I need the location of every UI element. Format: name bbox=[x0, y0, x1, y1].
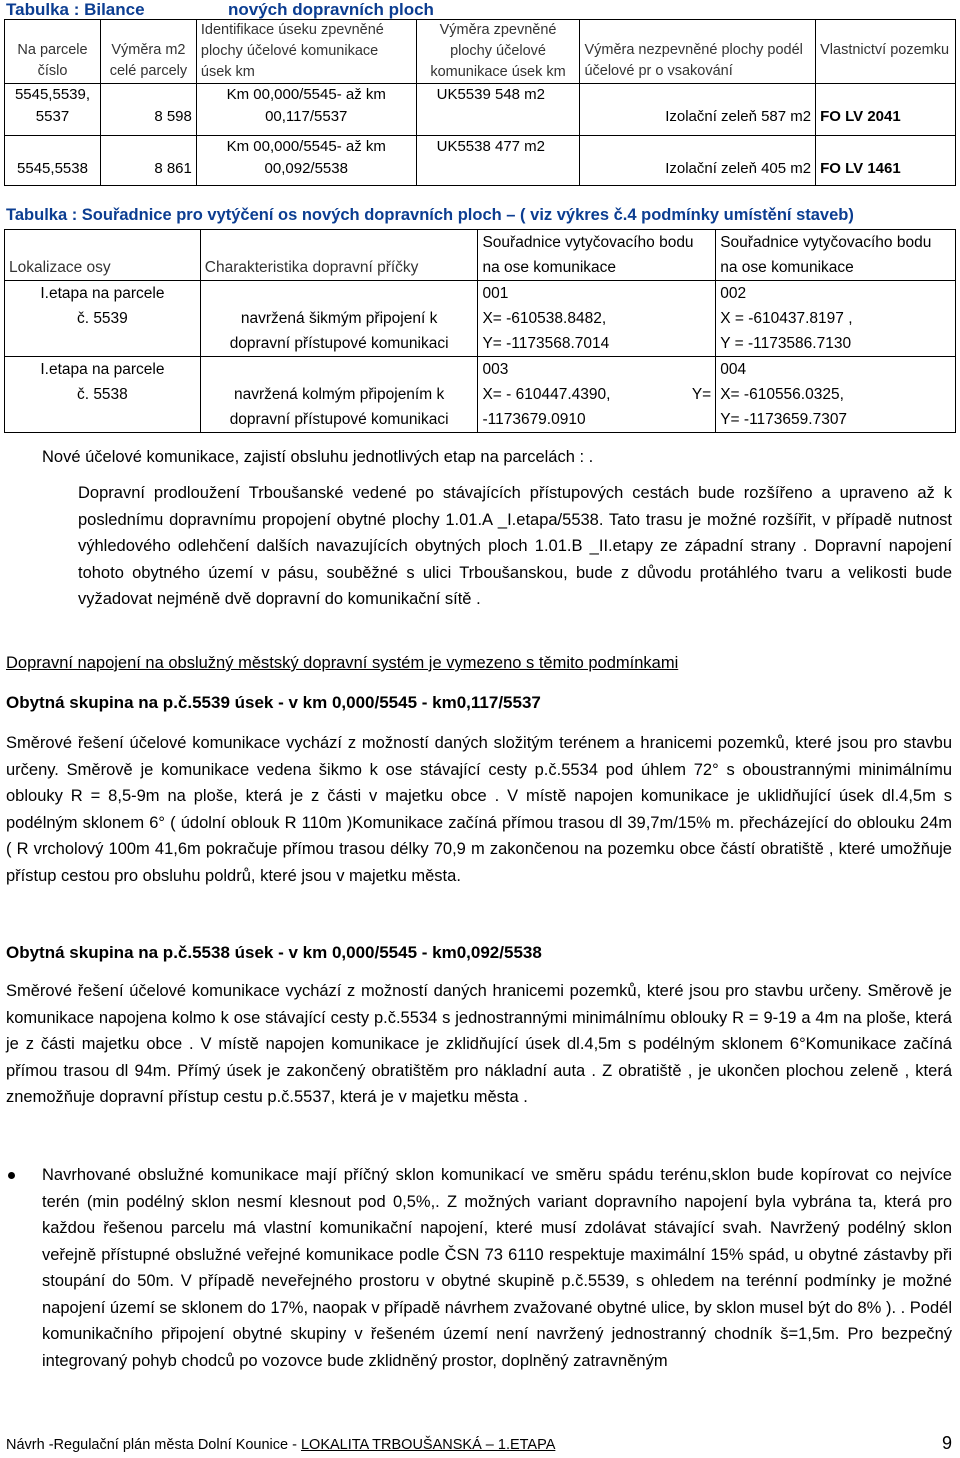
parcel-cell: 5545,5538 bbox=[5, 136, 101, 186]
col-header-area: Výměra m2 celé parcely bbox=[100, 20, 196, 84]
point2-cell: 002 X = -610437.8197 , Y = -1173586.7130 bbox=[716, 281, 956, 357]
area-cell: 8 861 bbox=[100, 136, 196, 186]
page-number: 9 bbox=[941, 1433, 952, 1453]
col-header-point1: Souřadnice vytyčovacího bodu na ose komunikace bbox=[478, 230, 716, 281]
paragraph-5539: Směrové řešení účelové komunikace vychází z možností daných složitým terénem a hranicemi pozemků, které jsou pro stavbu určeny. Směrově je komunikace vedena šikmo k ose stávající cesty p.č.5534 pod úhlem 72° s oboustrannými minimálnímu oblouky R = 8,5-9m na ploše, která je z části v majetku obce . V místě napojen komunikace je uklidňující úsek dl.4,5m s podélným sklonem 6° ( údolní oblouk R 110m )Komunikace začíná přímou trasou dl 39,7m/15% m. přecházející do oblouku 24m ( R vrcholový 100m 41,6m pokračuje přímou trasou délky 70,9 m zakončenou na pozemku obce částí obratiště , které umožňuje přístup cestou pro obsluhu poldrů, které jsou v majetku města. bbox=[6, 734, 952, 885]
point2-cell: 004 X= -610556.0325, Y= -1173659.7307 bbox=[716, 357, 956, 433]
col-header-point2: Souřadnice vytyčovacího bodu na ose komunikace bbox=[716, 230, 956, 281]
point1-cell: 001 X= -610538.8482, Y= -1173568.7014 bbox=[478, 281, 716, 357]
unpaved-cell: Izolační zeleň 587 m2 bbox=[580, 84, 816, 136]
segment-cell: Km 00,000/5545- až km 00,117/5537 bbox=[196, 84, 416, 136]
point1-cell: 003 X= - 610447.4390, Y= -1173679.0910 bbox=[478, 357, 716, 433]
location-cell: I.etapa na parcele č. 5538 bbox=[5, 357, 201, 433]
characteristic-cell: navržená šikmým připojení k dopravní přístupové komunikaci bbox=[200, 281, 478, 357]
table-header-row bbox=[5, 20, 956, 84]
bullet-text: Navrhované obslužné komunikace mají příčný sklon komunikací ve směru spádu terénu,sklon bude kopírovat co nejvíce terén (min podélný sklon nesmí klesnout pod 0,5%,. Z možných variant dopravního napojení byla vybrána ta, která pro každou řešenou parcelu má vlastní komunikační napojení, které musí zdolávat stávající svah. Navržený podélný sklon veřejně přístupné obslužné veřejné komunikace podle ČSN 73 6110 respektuje maximální 15% spád, u obytné zástavby při stoupání do 50m. V případě neveřejného prostoru v obytné skupině p.č.5539, s ohledem na terénní podmínky je možné napojení území se sklonem do 17%, naopak v případě návrhem zvažované obytné ulice, by sklon musel být do 8% ). . Podél komunikačního připojení obytné skupiny v řešeném území není navržený jednostranný chodník š=1,5m. Pro bezpečný integrovaný pohyb chodců po vozovce bude zklidněný prostor, doplněný zatravněným bbox=[42, 1166, 952, 1370]
footer-left: Návrh -Regulační plán města Dolní Kounice - bbox=[6, 1437, 297, 1453]
ownership-cell: FO LV 1461 bbox=[816, 136, 956, 186]
col-header-characteristic: Charakteristika dopravní příčky bbox=[200, 230, 478, 281]
table-header-row bbox=[5, 230, 956, 281]
section-heading-5539: Obytná skupina na p.č.5539 úsek - v km 0,000/5545 - km0,117/5537 bbox=[6, 693, 541, 712]
col-header-unpaved: Výměra nezpevněné plochy podél účelové pr o vsakování bbox=[580, 20, 816, 84]
col-header-paved: Výměra zpevněné plochy účelové komunikace úsek km bbox=[416, 20, 580, 84]
unpaved-cell: Izolační zeleň 405 m2 bbox=[580, 136, 816, 186]
footer-locality: LOKALITA TRBOUŠANSKÁ – 1.ETAPA bbox=[300, 1437, 556, 1453]
section-heading-5538: Obytná skupina na p.č.5538 úsek - v km 0,000/5545 - km0,092/5538 bbox=[6, 943, 542, 962]
col-header-parcel: Na parcele číslo bbox=[5, 20, 101, 84]
bullet-icon bbox=[8, 1172, 15, 1179]
table-row bbox=[5, 357, 956, 433]
paved-cell: UK5538 477 m2 bbox=[416, 136, 580, 186]
paragraph-extension: Dopravní prodloužení Trboušanské vedené po stávajících přístupových cestách bude rozšířeno a upraveno až k poslednímu dopravnímu propojení obytné plochy 1.01.A _I.etapa/5538. Tato trasu je možné rozšířit, v případě nutnost výhledového odlehčení dalších navazujících obytných ploch 1.01.B _II.etapy ze západní strany . Dopravní napojení tohoto obytného území v pásu, souběžné s ulici Trboušanskou, bude z důvodu protáhlého tvaru a velikosti bude vyžadovat nejméně dvě dopravní do komunikační sítě . bbox=[78, 484, 952, 608]
balance-table bbox=[4, 19, 956, 186]
parcel-cell: 5545,5539, 5537 bbox=[5, 84, 101, 136]
table1-subtitle: nových dopravních ploch bbox=[228, 0, 434, 19]
underlined-heading: Dopravní napojení na obslužný městský dopravní systém je vymezeno s těmito podmínkami bbox=[6, 654, 679, 672]
table2-title: Tabulka : Souřadnice pro vytýčení os nových dopravních ploch – ( viz výkres č.4 podmínky umístění staveb) bbox=[6, 206, 854, 224]
col-header-segment: Identifikace úseku zpevněné plochy účelové komunikace úsek km bbox=[196, 20, 416, 84]
location-cell: I.etapa na parcele č. 5539 bbox=[5, 281, 201, 357]
paved-cell: UK5539 548 m2 bbox=[416, 84, 580, 136]
table-row bbox=[5, 136, 956, 186]
segment-cell: Km 00,000/5545- až km 00,092/5538 bbox=[196, 136, 416, 186]
table-row bbox=[5, 84, 956, 136]
bullet-list bbox=[42, 1162, 952, 1374]
ownership-cell: FO LV 2041 bbox=[816, 84, 956, 136]
footer bbox=[6, 1437, 555, 1453]
table-row bbox=[5, 281, 956, 357]
coordinates-table bbox=[4, 229, 956, 433]
area-cell: 8 598 bbox=[100, 84, 196, 136]
characteristic-cell: navržená kolmým připojením k dopravní přístupové komunikaci bbox=[200, 357, 478, 433]
list-item bbox=[42, 1162, 952, 1374]
col-header-location: Lokalizace osy bbox=[5, 230, 201, 281]
paragraph-5538: Směrové řešení účelové komunikace vychází z možností daných hranicemi pozemků, které jsou pro stavbu určeny. Směrově je komunikace napojena kolmo k ose stávající cesty p.č.5534 s jednostrannými minimálnímu oblouky R = 9-19 a 4m na ploše, která je z části majetku obce . V místě napojen komunikace je zklidňující úsek dl.4,5m s podélným sklonem 6°Komunikace začíná přímou trasou dl 94m. Přímý úsek je zakončený obratištěm pro nákladní auta . Z obratiště , je ukončen plochou zeleně , která znemožňuje dopravní přístup cestu p.č.5537, která je v majetku města . bbox=[6, 982, 952, 1106]
col-header-ownership: Vlastnictví pozemku bbox=[816, 20, 956, 84]
table1-title: Tabulka : Bilance bbox=[6, 0, 145, 19]
note-text: Nové účelové komunikace, zajistí obsluhu jednotlivých etap na parcelách : . bbox=[42, 448, 594, 466]
